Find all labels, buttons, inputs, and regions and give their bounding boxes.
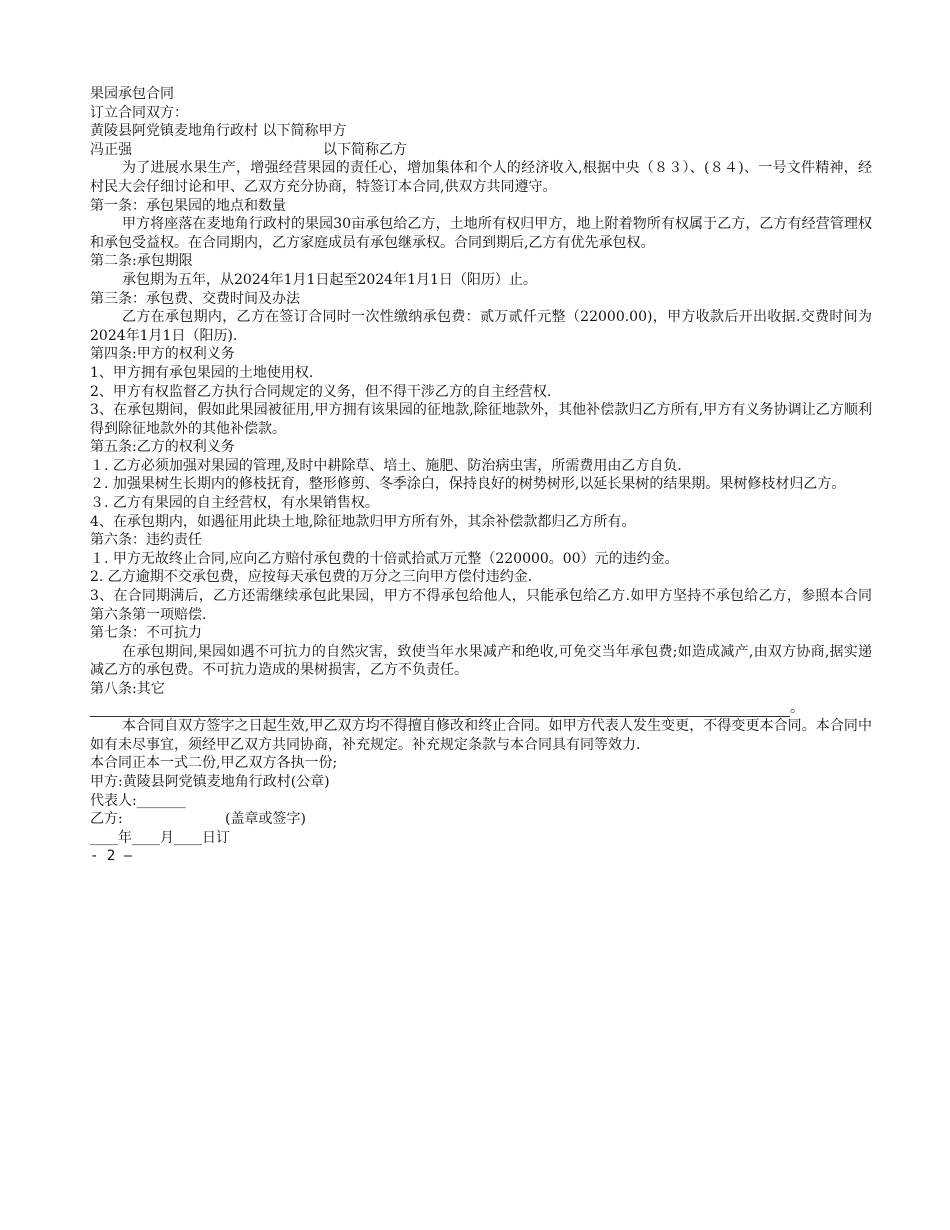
article-4-item: 3、在承包期间，假如此果园被征用,甲方拥有该果园的征地款,除征地款外，其他补偿款归乙方所有,甲方有义务协调让乙方顺利得到除征地款外的其他补偿款。 (90, 402, 872, 437)
signature-representative: 代表人:_______ (90, 792, 186, 809)
blank-end-mark: 。 (790, 699, 804, 716)
article-1-title: 第一条：承包果园的地点和数量 (90, 197, 286, 214)
signature-party-b-note: (盖章或签字) (225, 811, 306, 828)
article-7-title: 第七条：不可抗力 (90, 625, 202, 642)
article-5-item: 4、在承包期内，如遇征用此块土地,除征地款归甲方所有外，其余补偿款都归乙方所有。 (90, 513, 636, 530)
party-a-line: 黄陵县阿党镇麦地角行政村 以下简称甲方 (90, 123, 347, 140)
party-b-line (90, 141, 872, 160)
signature-party-b (90, 810, 872, 829)
article-3-body: 乙方在承包期内，乙方在签订合同时一次性缴纳承包费：贰万贰仟元整（22000.00)，甲方收款后开出收据.交费时间为2024年1月1日（阳历). (90, 309, 872, 344)
article-8-title: 第八条:其它 (90, 681, 165, 697)
parties-intro: 订立合同双方： (90, 104, 188, 121)
contract-document (90, 85, 872, 866)
article-7-body: 在承包期间,果园如遇不可抗力的自然灾害，致使当年水果减产和绝收,可免交当年承包费;如造成减产,由双方协商,据实递减乙方的承包费。不可抗力造成的果树损害，乙方不负责任。 (90, 643, 872, 679)
article-5-item: ３. 乙方有果园的自主经营权，有水果销售权。 (90, 495, 379, 512)
article-5-title: 第五条:乙方的权利义务 (90, 439, 235, 456)
preamble: 为了进展水果生产，增强经营果园的责任心，增加集体和个人的经济收入,根据中央（８３）、(８４)、一号文件精神，经村民大会仔细讨论和甲、乙双方充分协商，特签订本合同,供双方共同遵守。 (90, 160, 872, 195)
article-2-title: 第二条:承包期限 (90, 253, 193, 270)
article-6-item: １. 甲方无故终止合同,应向乙方赔付承包费的十倍贰拾贰万元整（220000。00）元的违约金。 (90, 550, 679, 567)
article-4-item: 2、甲方有权监督乙方执行合同规定的义务，但不得干涉乙方的自主经营权. (90, 383, 552, 400)
article-8-blank-line (90, 699, 872, 718)
signature-party-b-label: 乙方: (90, 811, 123, 828)
party-b-name: 冯正强 (90, 141, 132, 158)
blank-underline (90, 702, 790, 717)
article-2-body: 承包期为五年，从2024年1月1日起至2024年1月1日（阳历）止。 (122, 271, 537, 288)
page-number: - 2 — (90, 848, 133, 865)
article-6-item: 3、在合同期满后，乙方还需继续承包此果园，甲方不得承包给他人，只能承包给乙方.如甲方坚持不承包给乙方，参照本合同第六条第一项赔偿. (90, 588, 872, 623)
copies-clause: 本合同正本一式二份,甲乙双方各执一份; (90, 755, 338, 772)
document-title: 果园承包合同 (90, 86, 174, 102)
signature-party-a: 甲方:黄陵县阿党镇麦地角行政村(公章) (90, 773, 330, 790)
article-3-title: 第三条：承包费、交费时间及办法 (90, 290, 300, 307)
party-b-alias: 以下简称乙方 (323, 141, 407, 158)
signing-date: ____年____月____日订 (90, 829, 230, 846)
article-5-item: ２. 加强果树生长期内的修枝抚育，整形修剪、冬季涂白，保持良好的树势树形,以延长果树的结果期。果树修枝材归乙方。 (90, 476, 846, 493)
article-5-item: １. 乙方必须加强对果园的管理,及时中耕除草、培土、施肥、防治病虫害，所需费用由乙方自负. (90, 457, 682, 474)
article-6-item: 2. 乙方逾期不交承包费，应按每天承包费的万分之三向甲方偿付违约金. (90, 569, 533, 586)
effect-clause: 本合同自双方签字之日起生效,甲乙双方均不得擅自修改和终止合同。如甲方代表人发生变更，不得变更本合同。本合同中如有未尽事宜，须经甲乙双方共同协商，补充规定。补充规定条款与本合同具有同等效力. (90, 718, 872, 753)
article-6-title: 第六条：违约责任 (90, 532, 202, 549)
article-4-item: 1、甲方拥有承包果园的土地使用权. (90, 364, 314, 381)
article-4-title: 第四条:甲方的权利义务 (90, 346, 235, 363)
article-1-body: 甲方将座落在麦地角行政村的果园30亩承包给乙方，土地所有权归甲方，地上附着物所有权属于乙方，乙方有经营管理权和承包受益权。在合同期内，乙方家庭成员有承包继承权。合同到期后,乙方有优先承包权。 (90, 216, 872, 251)
